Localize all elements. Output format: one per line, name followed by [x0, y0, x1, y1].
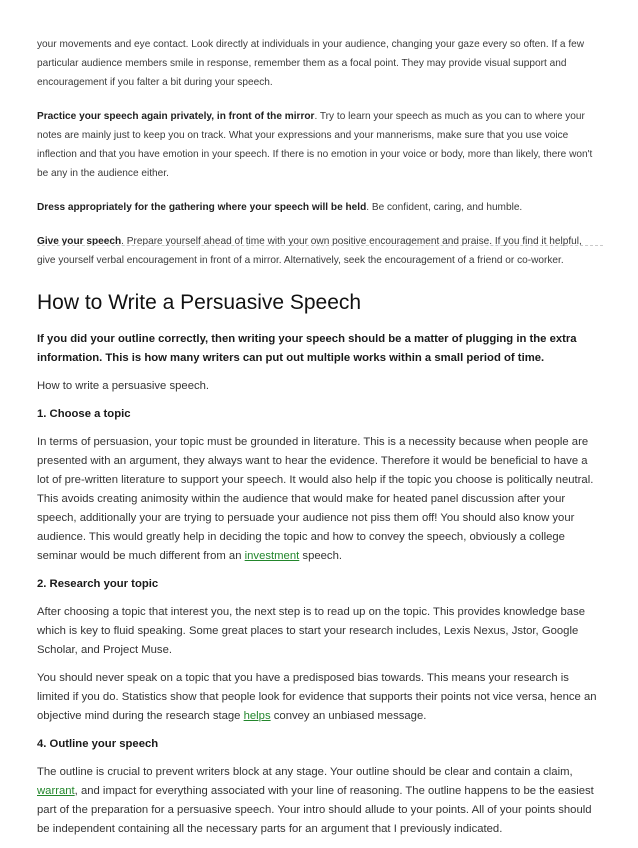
paragraph-text: speech.: [299, 550, 342, 562]
section-text-choose-topic: [37, 433, 602, 566]
helps-link[interactable]: helps: [243, 710, 271, 722]
section-text-outline: [37, 763, 602, 839]
section-heading-outline: 4. Outline your speech: [37, 738, 159, 750]
paragraph-text: . Be confident, caring, and humble.: [366, 202, 523, 213]
paragraph-practice: [37, 107, 602, 183]
paragraph-text: your movements and eye contact. Look directly at individuals in your audience, changing your gaze every so often. If a few particular audience members smile in response, remember them as a focal point. They may provide visual support and encouragement if you falter a bit during your speech.: [37, 39, 585, 88]
bold-lead: Dress appropriately for the gathering where your speech will be held: [37, 202, 367, 213]
article-lead: If you did your outline correctly, then writing your speech should be a matter of plugging in the extra information. This is how many writers can put out multiple works within a small period of time.: [37, 333, 577, 364]
section-divider: [37, 245, 603, 246]
paragraph-text: . Prepare yourself ahead of time with your own positive encouragement and praise. If you find it helpful, give yourself verbal encouragement in front of a mirror. Alternatively, seek the encouragement of a friend or co-worker.: [37, 236, 582, 266]
bold-lead: Give your speech: [37, 236, 122, 247]
paragraph-text: The outline is crucial to prevent writers block at any stage. Your outline should be clear and contain a claim,: [37, 766, 573, 778]
article-intro: How to write a persuasive speech.: [37, 380, 210, 392]
bold-lead: Practice your speech again privately, in front of the mirror: [37, 111, 315, 122]
previous-section-text: [37, 35, 602, 285]
section-text-research-2: [37, 669, 602, 726]
paragraph-eye-contact: [37, 35, 602, 92]
section-text-research-1: After choosing a topic that interest you, the next step is to read up on the topic. This provides knowledge base which is key to fluid speaking. Some great places to start your research includes, Lexis Nexus, Jstor, Google Scholar, and Project Muse.: [37, 606, 586, 656]
paragraph-dress: [37, 198, 602, 217]
section-heading-choose-topic: 1. Choose a topic: [37, 408, 131, 420]
paragraph-text: You should never speak on a topic that you have a predisposed bias towards. This means your research is limited if you do. Statistics show that people look for evidence that supports their points not vice versa, hence an objective mind during the research stage: [37, 672, 597, 722]
article-body: [37, 330, 602, 848]
paragraph-text: , and impact for everything associated with your line of reasoning. The outline happens to be the easiest part of the preparation for a persuasive speech. Your intro should allude to your points. All of your points should be independent containing all the necessary parts for an argument that I previously indicated.: [37, 785, 594, 835]
paragraph-text: . Try to learn your speech as much as you can to where your notes are mainly just to keep you on track. What your expressions and your mannerisms, make sure that you use voice inflection and that you have emotion in your speech. If there is no emotion in your voice or body, more than likely, there won't be any in the audience either.: [37, 111, 593, 179]
paragraph-text: convey an unbiased message.: [270, 710, 427, 722]
investment-link[interactable]: investment: [244, 550, 300, 562]
article-title: How to Write a Persuasive Speech: [37, 291, 362, 314]
paragraph-text: In terms of persuasion, your topic must be grounded in literature. This is a necessity because when people are presented with an argument, they always want to hear the evidence. Therefore it would be beneficial to have a lot of pre-written literature to support your speech. It would also help if the topic you choose is politically neutral. This avoids creating animosity within the audience that would make for heated panel discussion after your speech, additionally your are trying to persuade your audience not piss them off! You should also know your audience. This would greatly help in deciding the topic and how to convey the speech, obviously a college seminar would be much different from an: [37, 436, 594, 562]
warrant-link[interactable]: warrant: [37, 785, 75, 797]
paragraph-give-speech: [37, 232, 602, 270]
section-heading-research: 2. Research your topic: [37, 578, 159, 590]
